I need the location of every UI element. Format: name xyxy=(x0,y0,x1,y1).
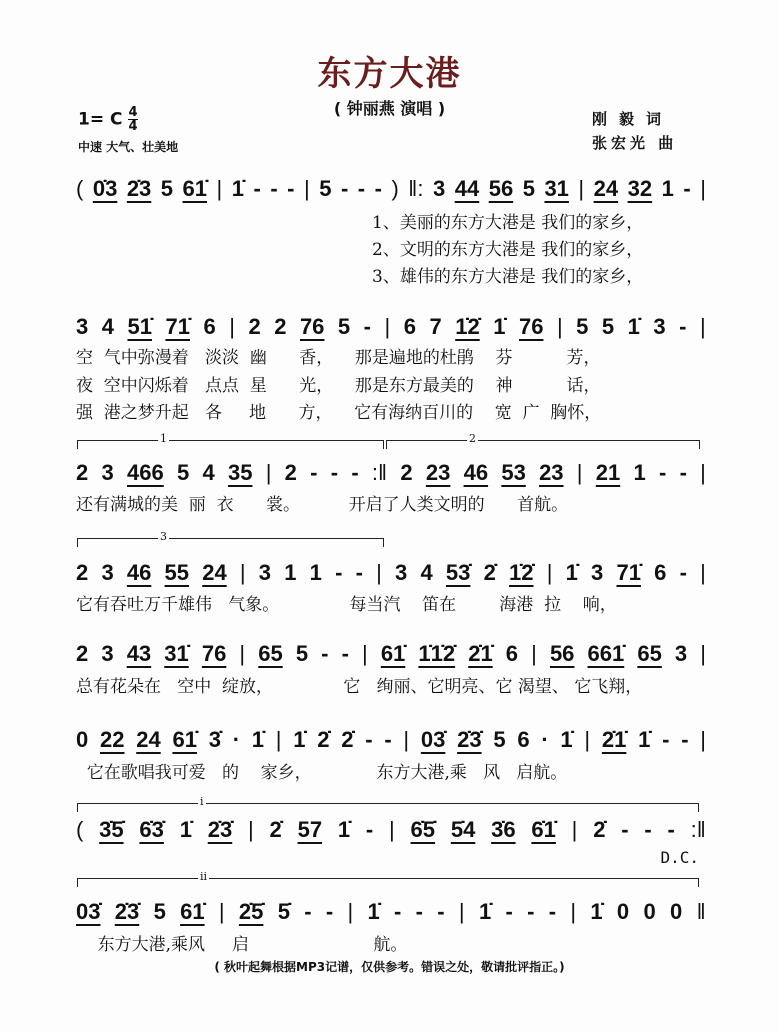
barline: | xyxy=(458,899,465,924)
note: - xyxy=(679,560,687,585)
note: 1̇ xyxy=(367,899,380,924)
note: - xyxy=(270,176,278,201)
note: 1 xyxy=(284,560,297,585)
barline: | xyxy=(700,727,706,752)
volta-bracket-2 xyxy=(386,432,700,449)
note: 466 xyxy=(127,460,164,485)
note: - xyxy=(335,560,343,585)
note: · xyxy=(232,727,241,752)
note: 1̇ xyxy=(337,817,351,842)
note: 2 xyxy=(76,641,89,666)
note: 3̇ xyxy=(208,727,221,752)
volta-label: 2 xyxy=(469,432,476,445)
note: - xyxy=(365,727,373,752)
note: - xyxy=(644,817,652,842)
note: 1̇ xyxy=(565,560,578,585)
barline: | xyxy=(248,817,254,842)
note: - xyxy=(357,176,366,201)
song-title: 东方大港 xyxy=(317,54,462,94)
note: 3 xyxy=(653,314,666,339)
note: - xyxy=(437,899,445,924)
note: 65 xyxy=(637,641,662,666)
barline: | xyxy=(239,560,246,585)
note: 2̇3̇ xyxy=(457,727,482,752)
note: 2̇ xyxy=(593,817,606,842)
barline: ( xyxy=(76,817,84,842)
volta-bracket-ii xyxy=(77,870,699,887)
note: 6̇5̇ xyxy=(410,817,436,842)
note: 2̇3̇ xyxy=(114,899,140,924)
lyric-line: 1、美丽的东方大港是 我们的家乡， xyxy=(372,213,644,233)
note: 03̇ xyxy=(76,899,101,924)
barline: | xyxy=(229,314,235,339)
note: 61̇ xyxy=(172,727,197,752)
note: 6 xyxy=(654,560,667,585)
tempo-marking: 中速 大气、壮美地 xyxy=(78,140,179,154)
note: - xyxy=(681,727,689,752)
note: 2 xyxy=(76,560,89,585)
note: - xyxy=(527,899,535,924)
barline: ) xyxy=(391,176,399,201)
note: 2̇1̇ xyxy=(601,727,627,752)
note: 1̇ xyxy=(179,817,192,842)
note: 3 xyxy=(591,560,604,585)
notation-row xyxy=(76,556,706,586)
volta-label: 1 xyxy=(160,432,167,445)
note: 2̇ xyxy=(269,817,282,842)
volta-bracket-i xyxy=(77,795,699,812)
notation-row xyxy=(76,723,706,753)
barline: | xyxy=(571,817,578,842)
barline: | xyxy=(556,314,563,339)
note: 1̇2̇ xyxy=(509,560,534,585)
volta-label: ii xyxy=(200,870,208,883)
note: 0 xyxy=(616,899,630,924)
note: 1̇ xyxy=(478,899,492,924)
key-label: 1= C xyxy=(78,109,123,130)
lyric-line: 空 气中弥漫着 淡淡 幽 香， 那是遍地的杜鹃 芬 芳， xyxy=(76,348,601,368)
note: 3 xyxy=(432,176,446,201)
lyricist-credit: 刚毅词 xyxy=(592,110,674,128)
note: 43 xyxy=(126,641,152,666)
note: - xyxy=(321,641,329,666)
note: 61̇ xyxy=(182,176,208,201)
note: 76 xyxy=(201,641,227,666)
barline: | xyxy=(700,460,706,485)
barline: | xyxy=(700,641,706,666)
note: 3 xyxy=(101,460,114,485)
note: - xyxy=(363,314,371,339)
note: 6 xyxy=(505,641,519,666)
note: 2 xyxy=(284,460,297,485)
note: 2̇ xyxy=(341,727,354,752)
note: 32 xyxy=(627,176,653,201)
note: - xyxy=(310,460,318,485)
lyric-line: 东方大港,乘风 启 航。 xyxy=(76,935,408,955)
note: · xyxy=(541,727,549,752)
note: 53 xyxy=(501,460,526,485)
barline: | xyxy=(303,176,310,201)
note: 5 xyxy=(319,176,332,201)
barline: | xyxy=(347,899,354,924)
lyric-line: 它在歌唱我可爱 的 家乡， 东方大港,乘 风 启航。 xyxy=(76,763,568,783)
note: 1̇2̇ xyxy=(455,314,480,339)
note: 2̇ xyxy=(483,560,496,585)
note: 56 xyxy=(488,176,514,201)
note: 31̇ xyxy=(164,641,189,666)
note: 21 xyxy=(595,460,621,485)
note: 2̇5̇ xyxy=(238,899,264,924)
note: 5̇4 xyxy=(450,817,476,842)
note: 0̇3 xyxy=(92,176,118,201)
note: - xyxy=(340,176,349,201)
note: 1̇ xyxy=(293,727,306,752)
note: 5 xyxy=(522,176,535,201)
note: 2̇ xyxy=(317,727,330,752)
note: 2̇1̇ xyxy=(468,641,493,666)
note: 1̇ xyxy=(560,727,573,752)
barline: | xyxy=(570,899,577,924)
note: 65 xyxy=(258,641,283,666)
note: 0 xyxy=(643,899,656,924)
note: - xyxy=(374,176,382,201)
note: 61̇ xyxy=(180,899,205,924)
note: 24 xyxy=(136,727,161,752)
note: 6̇1̇ xyxy=(531,817,556,842)
barline: | xyxy=(239,641,246,666)
notation-row xyxy=(76,456,706,486)
note: - xyxy=(355,560,363,585)
note: 1 xyxy=(633,460,646,485)
note: - xyxy=(341,641,349,666)
note: 53̇ xyxy=(445,560,471,585)
note: 6 xyxy=(203,314,216,339)
note: 23 xyxy=(539,460,564,485)
note: 5 xyxy=(295,641,309,666)
volta-bracket-3 xyxy=(77,530,384,547)
note: - xyxy=(351,460,359,485)
barline: | xyxy=(578,176,585,201)
note: 57 xyxy=(297,817,323,842)
note: 1̇ xyxy=(493,314,506,339)
lyric-line: 强 港之梦升起 各 地 方， 它有海纳百川的 宽 广 胸怀， xyxy=(76,403,602,423)
note: - xyxy=(683,176,691,201)
da-capo-mark: D.C. xyxy=(660,848,699,867)
barline: :‖ xyxy=(690,817,706,842)
note: 5̇ xyxy=(277,899,290,924)
barline: | xyxy=(576,460,583,485)
barline: | xyxy=(216,176,223,201)
barline: | xyxy=(218,899,225,924)
note: 2 xyxy=(400,460,413,485)
note: 5 xyxy=(601,314,615,339)
note: - xyxy=(384,727,392,752)
note: 6 xyxy=(517,727,530,752)
composer-credit: 张宏光 曲 xyxy=(592,134,678,152)
barline: | xyxy=(584,727,591,752)
note: 31 xyxy=(544,176,569,201)
note: 3 xyxy=(101,641,114,666)
note: 56 xyxy=(549,641,575,666)
note: 2̇3 xyxy=(126,176,152,201)
barline: | xyxy=(700,560,706,585)
note: 55 xyxy=(164,560,190,585)
barline: | xyxy=(700,176,706,201)
note: 3̇5̇ xyxy=(99,817,124,842)
note: 1̇ xyxy=(638,727,651,752)
lyric-line: 2、文明的东方大港是 我们的家乡， xyxy=(372,240,644,260)
note: 6̇3̇ xyxy=(139,817,164,842)
volta-label: 3 xyxy=(160,530,167,543)
barline: | xyxy=(546,560,553,585)
barline: | xyxy=(384,314,391,339)
note: 3 xyxy=(395,560,408,585)
note: - xyxy=(365,817,374,842)
note: - xyxy=(548,899,557,924)
note: 51̇ xyxy=(127,314,152,339)
note: - xyxy=(679,314,687,339)
note: 1̇1̇2̇ xyxy=(418,641,456,666)
barline: ‖ xyxy=(696,899,706,924)
note: 3 xyxy=(674,641,688,666)
note: - xyxy=(659,460,667,485)
note: 76 xyxy=(518,314,544,339)
note: - xyxy=(253,176,261,201)
note: 71̇ xyxy=(616,560,641,585)
note: - xyxy=(287,176,295,201)
barline: | xyxy=(389,817,395,842)
note: 5 xyxy=(493,727,506,752)
note: - xyxy=(621,817,629,842)
note: 46 xyxy=(463,460,489,485)
footnote: ( 秋叶起舞根据MP3记谱，仅供参考。错误之处，敬请批评指正。) xyxy=(214,960,565,974)
note: - xyxy=(662,727,670,752)
note: 5 xyxy=(576,314,589,339)
note: 5 xyxy=(160,176,174,201)
lyric-line: 总有花朵在 空中 绽放， 它 绚丽、它明亮、它 渴望、 它飞翔， xyxy=(76,677,643,697)
note: 46 xyxy=(126,560,152,585)
note: 4 xyxy=(202,460,215,485)
barline: ( xyxy=(76,176,84,201)
note: 23 xyxy=(425,460,451,485)
barline: | xyxy=(531,641,537,666)
note: 35 xyxy=(227,460,253,485)
note: - xyxy=(304,899,312,924)
lyric-line: 3、雄伟的东方大港是 我们的家乡， xyxy=(372,267,644,287)
barline: | xyxy=(362,641,368,666)
note: - xyxy=(505,899,513,924)
note: 61̇ xyxy=(380,641,406,666)
time-bottom: 4 xyxy=(128,119,138,134)
barline: | xyxy=(403,727,410,752)
note: 6 xyxy=(403,314,416,339)
note: - xyxy=(667,817,675,842)
volta-label: i xyxy=(200,795,204,808)
notation-row xyxy=(76,895,706,925)
note: 76 xyxy=(299,314,325,339)
note: 1̇ xyxy=(590,899,603,924)
barline: | xyxy=(275,727,282,752)
notation-row xyxy=(76,813,706,843)
note: 1̇ xyxy=(231,176,244,201)
barline: | xyxy=(265,460,272,485)
note: 5 xyxy=(176,460,190,485)
lyric-line: 夜 空中闪烁着 点点 星 光， 那是东方最美的 神 话， xyxy=(76,376,601,396)
note: 5 xyxy=(153,899,166,924)
note: 4 xyxy=(420,560,433,585)
barline: | xyxy=(376,560,382,585)
notation-row xyxy=(76,172,706,202)
note: 661̇ xyxy=(587,641,625,666)
note: 3 xyxy=(258,560,272,585)
note: 03̇ xyxy=(420,727,446,752)
note: 1̇ xyxy=(627,314,640,339)
note: 1 xyxy=(661,176,674,201)
singer-credit: ( 钟丽燕 演唱 ) xyxy=(333,99,446,118)
key-signature xyxy=(78,106,138,133)
note: 2 xyxy=(76,460,89,485)
note: 2̇3̇ xyxy=(207,817,233,842)
note: - xyxy=(679,460,687,485)
notation-row xyxy=(76,637,706,667)
note: 5 xyxy=(337,314,351,339)
lyric-line: 还有满城的美 丽 衣 裳。 开启了人类文明的 首航。 xyxy=(76,495,569,515)
note: 44 xyxy=(454,176,480,201)
note: 22 xyxy=(100,727,125,752)
note: 3̇6 xyxy=(491,817,516,842)
note: - xyxy=(394,899,402,924)
note: 24 xyxy=(593,176,619,201)
barline: | xyxy=(699,314,706,339)
note: 2 xyxy=(248,314,261,339)
lyric-line: 它有吞吐万千雄伟 气象。 每当汽 笛在 海港 拉 响， xyxy=(76,595,617,615)
note: 24 xyxy=(202,560,227,585)
volta-bracket-1 xyxy=(77,432,384,449)
note: 1̇ xyxy=(251,727,265,752)
note: 71̇ xyxy=(165,314,190,339)
note: 0 xyxy=(76,727,89,752)
time-signature xyxy=(128,106,137,133)
note: 3 xyxy=(76,314,89,339)
barline: ‖: xyxy=(408,176,424,201)
note: - xyxy=(330,460,339,485)
barline: :‖ xyxy=(371,460,388,485)
note: 2 xyxy=(274,314,287,339)
note: 3 xyxy=(101,560,114,585)
note: - xyxy=(415,899,423,924)
note: 1 xyxy=(309,560,322,585)
note: 4 xyxy=(101,314,114,339)
time-top: 4 xyxy=(128,105,138,120)
note: 0 xyxy=(670,899,683,924)
notation-row xyxy=(76,310,706,340)
note: - xyxy=(325,899,334,924)
note: 7 xyxy=(429,314,442,339)
